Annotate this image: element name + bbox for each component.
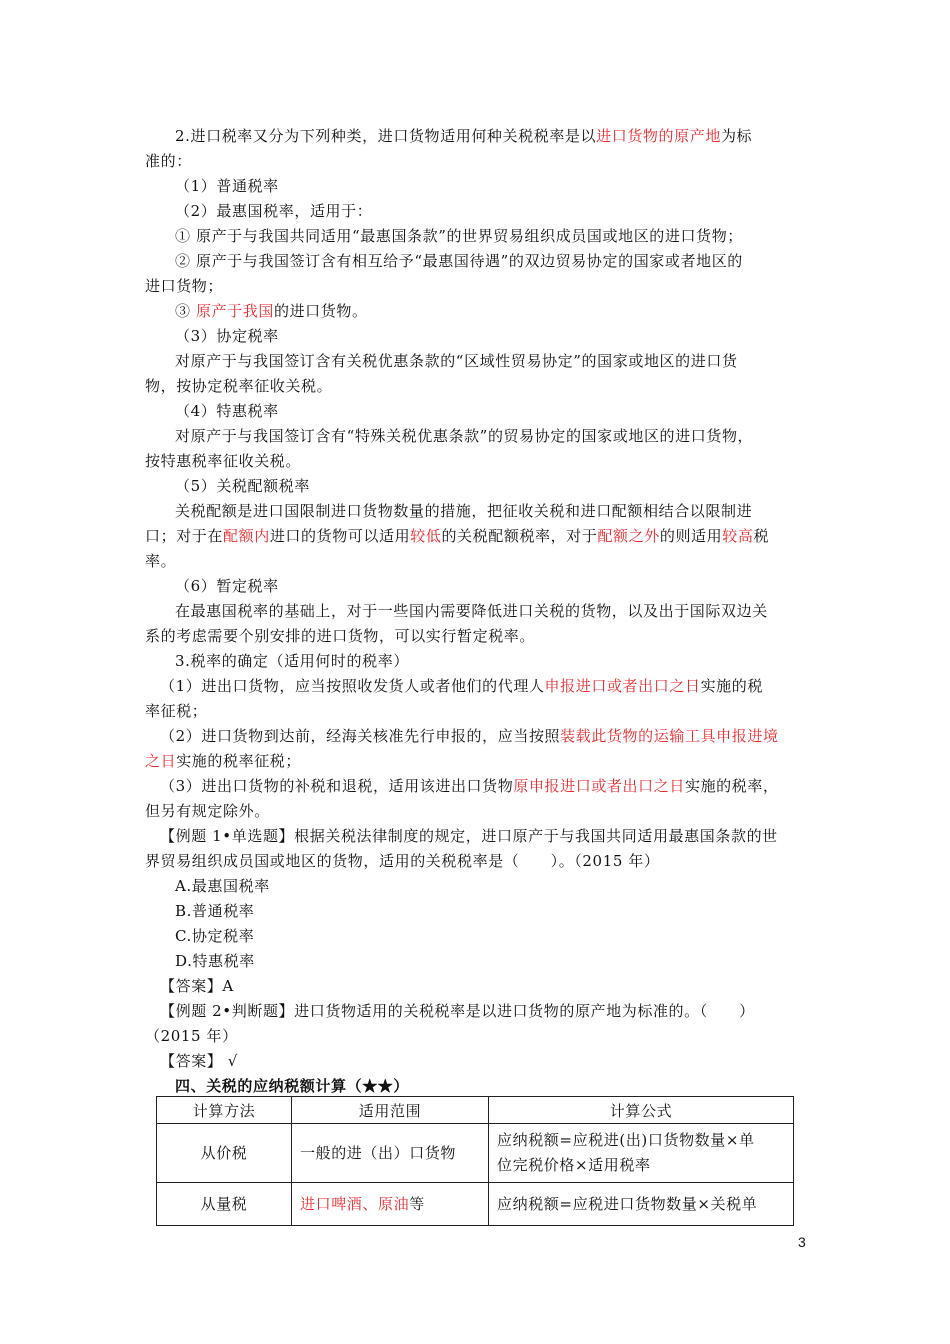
list-heading: （2）最惠国税率，适用于： [175,202,373,220]
paragraph-line: （2015 年） [145,1027,238,1045]
highlight-text: 原申报进口或者出口之日 [513,777,685,795]
paragraph-line: 率。 [145,552,177,570]
option-c: C.协定税率 [175,927,255,945]
paragraph-line: 准的： [145,152,192,170]
highlight-text: 进口货物的原产地 [596,127,721,145]
paragraph-line: 关税配额是进口国限制进口货物数量的措施，把征收关税和进口配额相结合以限制进 [175,502,753,520]
option-d: D.特惠税率 [175,952,255,970]
paragraph-line: 界贸易组织成员国或地区的货物，适用的关税税率是（ ）。（2015 年） [145,852,660,870]
paragraph-line: （2）进口货物到达前，经海关核准先行申报的，应当按照装载此货物的运输工具申报进境 [160,727,779,745]
paragraph-line: 之日实施的税率征税； [145,752,302,770]
list-heading: （5）关税配额税率 [175,477,310,495]
example-question: 【例题 1•单选题】根据关税法律制度的规定，进口原产于与我国共同适用最惠国条款的世 [160,827,778,845]
option-b: B.普通税率 [175,902,255,920]
answer: 【答案】A [160,977,234,995]
table-header: 计算方法 [157,1097,292,1124]
highlight-text: 配额内 [223,527,270,545]
section-heading: 3.税率的确定（适用何时的税率） [175,652,409,670]
list-heading: （3）协定税率 [175,327,279,345]
table-cell: 从价税 [157,1124,292,1183]
option-a: A.最惠国税率 [175,877,270,895]
paragraph-line: 系的考虑需要个别安排的进口货物，可以实行暂定税率。 [145,627,536,645]
paragraph-line: （1）进出口货物，应当按照收发货人或者他们的代理人申报进口或者出口之日实施的税 [160,677,763,695]
paragraph-line: 进口货物； [145,277,224,295]
section-title: 四、关税的应纳税额计算（★★） [175,1077,410,1095]
page-number: 3 [798,1234,806,1250]
highlight-text: 配额之外 [597,527,660,545]
paragraph-line: 对原产于与我国签订含有关税优惠条款的“区域性贸易协定”的国家或地区的进口货 [175,352,738,370]
table-cell: 从量税 [157,1183,292,1226]
highlight-text: 较高 [722,527,754,545]
example-question: 【例题 2•判断题】进口货物适用的关税税率是以进口货物的原产地为标准的。（ ） [160,1002,755,1020]
list-heading: （6）暂定税率 [175,577,279,595]
list-heading: （4）特惠税率 [175,402,279,420]
highlight-text: 较低 [410,527,442,545]
paragraph-line: （3）进出口货物的补税和退税，适用该进出口货物原申报进口或者出口之日实施的税率， [160,777,779,795]
table-row [157,1183,794,1226]
list-item: ② 原产于与我国签订含有相互给予“最惠国待遇”的双边贸易协定的国家或者地区的 [175,252,743,270]
table-row [157,1124,794,1183]
list-item: ③ 原产于我国的进口货物。 [175,302,368,320]
paragraph-line: 但另有规定除外。 [145,802,270,820]
paragraph-line: 口；对于在配额内进口的货物可以适用较低的关税配额税率，对于配额之外的则适用较高税 [145,527,770,545]
list-heading: （1）普通税率 [175,177,279,195]
table-header: 计算公式 [489,1097,794,1124]
table-cell: 一般的进（出）口货物 [292,1124,489,1183]
paragraph-line: 率征税； [145,702,208,720]
table-header-row [157,1097,794,1124]
table-cell: 应纳税额=应税进(出)口货物数量×单 位完税价格×适用税率 [489,1124,794,1183]
highlight-text: 之日 [145,752,177,770]
list-item: ① 原产于与我国共同适用“最惠国条款”的世界贸易组织成员国或地区的进口货物； [175,227,743,245]
table-cell: 进口啤酒、原油等 [292,1183,489,1226]
paragraph-line: 在最惠国税率的基础上，对于一些国内需要降低进口关税的货物，以及出于国际双边关 [175,602,768,620]
paragraph-line: 按特惠税率征收关税。 [145,452,302,470]
table-cell: 应纳税额=应税进口货物数量×关税单 [489,1183,794,1226]
highlight-text: 原产于我国 [195,302,274,320]
answer: 【答案】 √ [160,1052,238,1070]
tax-calculation-table [156,1096,794,1226]
paragraph-line: 物，按协定税率征收关税。 [145,377,333,395]
highlight-text: 进口啤酒、原油 [300,1194,410,1213]
highlight-text: 申报进口或者出口之日 [544,677,701,695]
paragraph-line: 对原产于与我国签订含有“特殊关税优惠条款”的贸易协定的国家或地区的进口货物， [175,427,754,445]
highlight-text: 装载此货物的运输工具申报进境 [560,727,779,745]
paragraph-line: 2.进口税率又分为下列种类，进口货物适用何种关税税率是以进口货物的原产地为标 [175,127,753,145]
table-header: 适用范围 [292,1097,489,1124]
